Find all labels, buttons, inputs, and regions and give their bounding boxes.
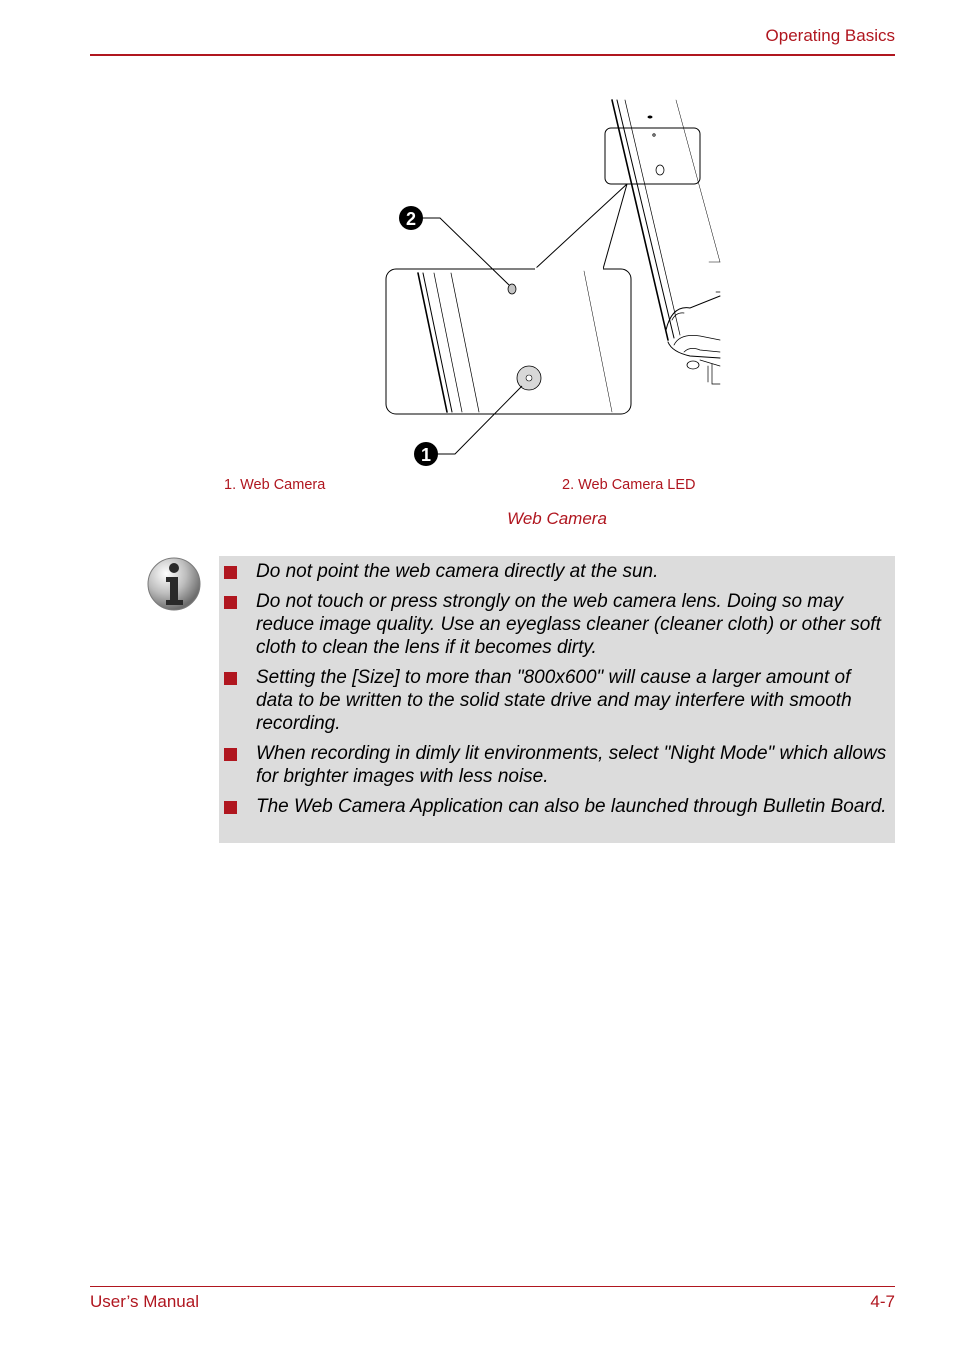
note-item-text: Do not touch or press strongly on the web camera lens. Doing so may reduce image quality. Use an eyeglass cleaner (cleaner cloth) or other soft cloth to clean the lens if it becomes dirty. [256, 591, 881, 658]
info-icon [146, 556, 202, 612]
bullet-square-icon [224, 801, 237, 814]
note-item-text: The Web Camera Application can also be launched through Bulletin Board. [256, 796, 887, 817]
note-item [219, 560, 887, 583]
bullet-square-icon [224, 748, 237, 761]
note-item-text: When recording in dimly lit environments, select "Night Mode" which allows for brighter images with less noise. [256, 743, 887, 787]
running-header-title: Operating Basics [765, 26, 895, 45]
note-item-text: Do not point the web camera directly at the sun. [256, 561, 659, 582]
note-box [219, 556, 895, 843]
note-item [219, 795, 887, 818]
header-divider [90, 54, 895, 56]
bullet-square-icon [224, 672, 237, 685]
bullet-square-icon [224, 596, 237, 609]
callout-label-web-camera: 1. Web Camera [224, 477, 326, 493]
note-item [219, 590, 887, 659]
footer-page-number: 4-7 [870, 1292, 895, 1311]
bullet-square-icon [224, 566, 237, 579]
callout-1-number: 1 [420, 445, 432, 465]
note-list [219, 556, 895, 818]
callout-2-marker [399, 206, 423, 230]
web-camera-illustration [380, 96, 725, 466]
note-item [219, 666, 887, 735]
footer-manual-name: User’s Manual [90, 1292, 199, 1311]
note-item [219, 742, 887, 788]
callout-2-number: 2 [405, 209, 417, 229]
figure-caption: Web Camera [507, 509, 607, 528]
callout-1-marker [414, 442, 438, 466]
callout-label-web-camera-led: 2. Web Camera LED [562, 477, 696, 493]
footer-divider [90, 1286, 895, 1287]
note-item-text: Setting the [Size] to more than "800x600" will cause a larger amount of data to be written to the solid state drive and may interfere with smooth recording. [256, 667, 852, 734]
